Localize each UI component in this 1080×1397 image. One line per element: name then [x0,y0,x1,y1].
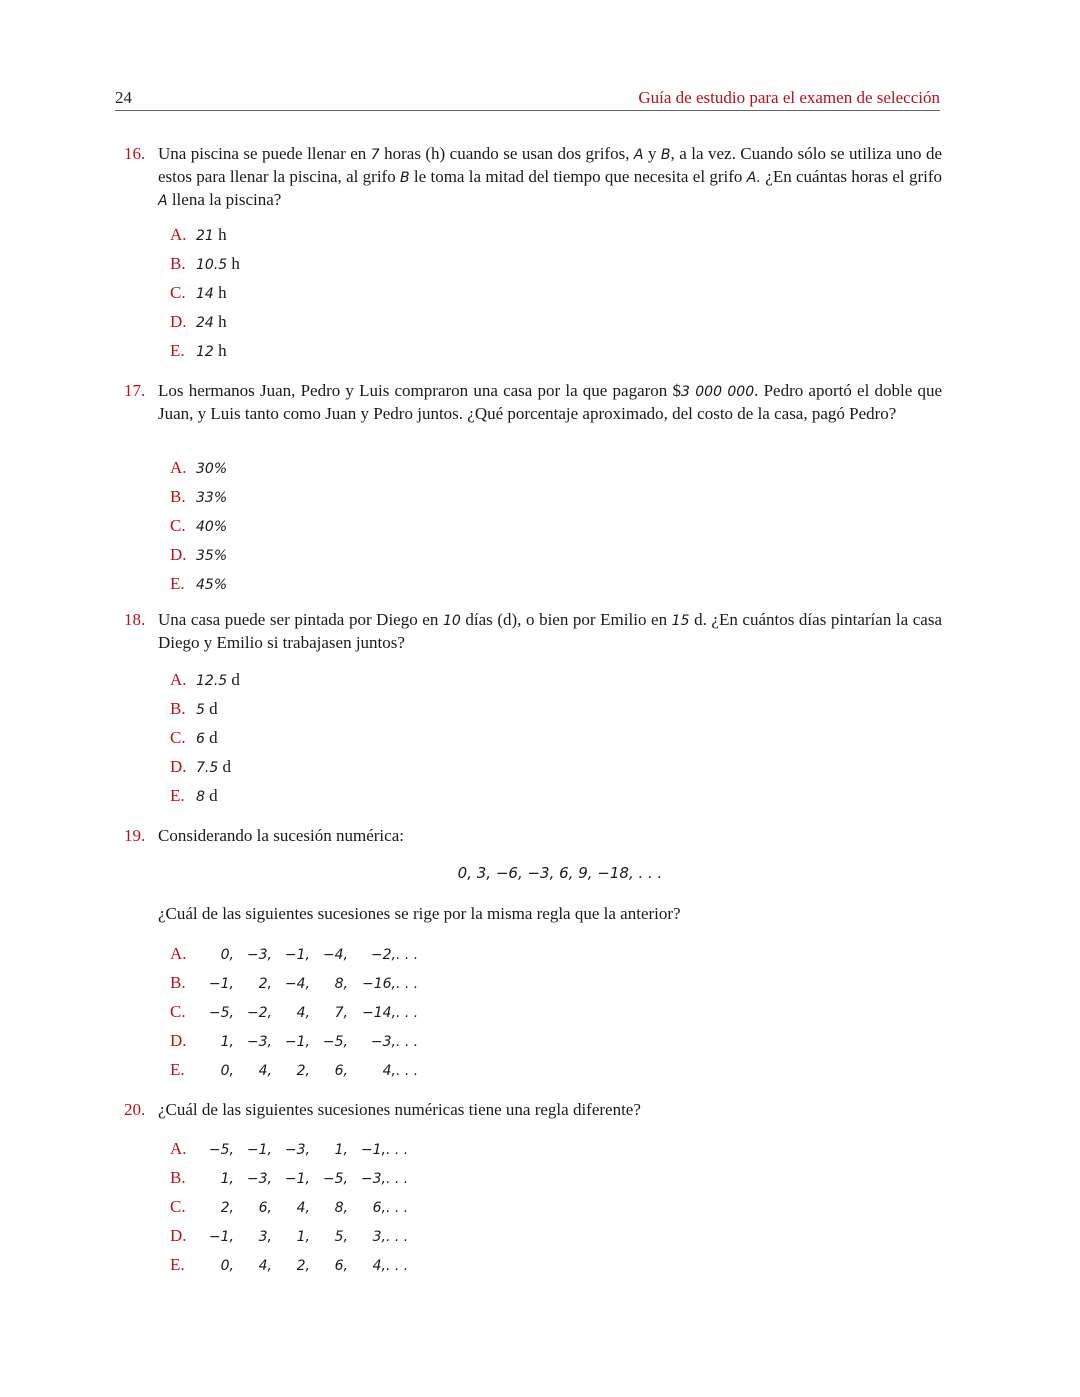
question-text: Considerando la sucesión numérica: [158,826,404,845]
question-text: Los hermanos Juan, Pedro y Luis compraron una casa por la que pagaron $3 000 000. Pedro aportó el doble que Juan, y Luis tanto como Juan y Pedro juntos. ¿Qué porcentaje aproximado, del costo de la casa, pagó Pedro? [158,381,942,423]
question-18 [124,609,942,653]
option-e[interactable]: E. 45% [170,574,228,593]
option-c[interactable]: C. −5, −2, 4, 7, −14,. . . [170,1002,419,1021]
options-19 [170,939,418,1084]
options-20 [170,1134,408,1279]
option-a[interactable]: A. 0, −3, −1, −4, −2,. . . [170,944,419,963]
question-number: 17. [124,381,146,400]
given-sequence: 0, 3, −6, −3, 6, 9, −18, . . . [457,864,663,882]
question-subtext: ¿Cuál de las siguientes sucesiones se rige por la misma regla que la anterior? [158,904,681,923]
option-e[interactable]: E. 8 d [170,786,218,805]
question-text: ¿Cuál de las siguientes sucesiones numéricas tiene una regla diferente? [158,1100,641,1119]
question-number: 20. [124,1100,146,1119]
option-d[interactable]: D. 35% [170,545,228,564]
option-e[interactable]: E. 0, 4, 2, 6, 4,. . . [170,1060,419,1079]
option-a[interactable]: A. 21 h [170,225,227,244]
option-a[interactable]: A. −5, −1, −3, 1, −1,. . . [170,1139,409,1158]
question-text: Una piscina se puede llenar en 7 horas (h) cuando se usan dos grifos, A y B, a la vez. Cuando sólo se utiliza uno de estos para llenar la piscina, al grifo B le toma la mitad del tiempo que necesita el grifo A. ¿En cuántas horas el grifo A llena la piscina? [158,144,942,209]
option-d[interactable]: D. 24 h [170,312,227,331]
option-c[interactable]: C. 14 h [170,283,227,302]
option-c[interactable]: C. 40% [170,516,228,535]
option-d[interactable]: D. 1, −3, −1, −5, −3,. . . [170,1031,419,1050]
option-a[interactable]: A. 30% [170,458,228,477]
option-c[interactable]: C. 6 d [170,728,218,747]
option-b[interactable]: B. 5 d [170,699,218,718]
option-d[interactable]: D. 7.5 d [170,757,232,776]
question-20 [124,1099,942,1120]
option-d[interactable]: D. −1, 3, 1, 5, 3,. . . [170,1226,409,1245]
options-18 [170,665,240,810]
page-number: 24 [115,88,132,107]
option-b[interactable]: B. 10.5 h [170,254,240,273]
question-number: 16. [124,144,146,163]
options-17 [170,453,227,598]
option-b[interactable]: B. −1, 2, −4, 8, −16,. . . [170,973,419,992]
option-a[interactable]: A. 12.5 d [170,670,240,689]
option-b[interactable]: B. 1, −3, −1, −5, −3,. . . [170,1168,409,1187]
question-number: 18. [124,610,146,629]
question-text: Una casa puede ser pintada por Diego en 10 días (d), o bien por Emilio en 15 d. ¿En cuántos días pintarían la casa Diego y Emilio si trabajasen juntos? [158,610,943,652]
question-17 [124,380,942,424]
option-e[interactable]: E. 12 h [170,341,227,360]
page-header [115,86,940,111]
option-b[interactable]: B. 33% [170,487,228,506]
options-16 [170,220,240,365]
option-e[interactable]: E. 0, 4, 2, 6, 4,. . . [170,1255,409,1274]
option-c[interactable]: C. 2, 6, 4, 8, 6,. . . [170,1197,409,1216]
question-16 [124,143,942,212]
question-19 [124,825,942,846]
question-number: 19. [124,826,146,845]
running-title: Guía de estudio para el examen de selección [638,88,940,107]
